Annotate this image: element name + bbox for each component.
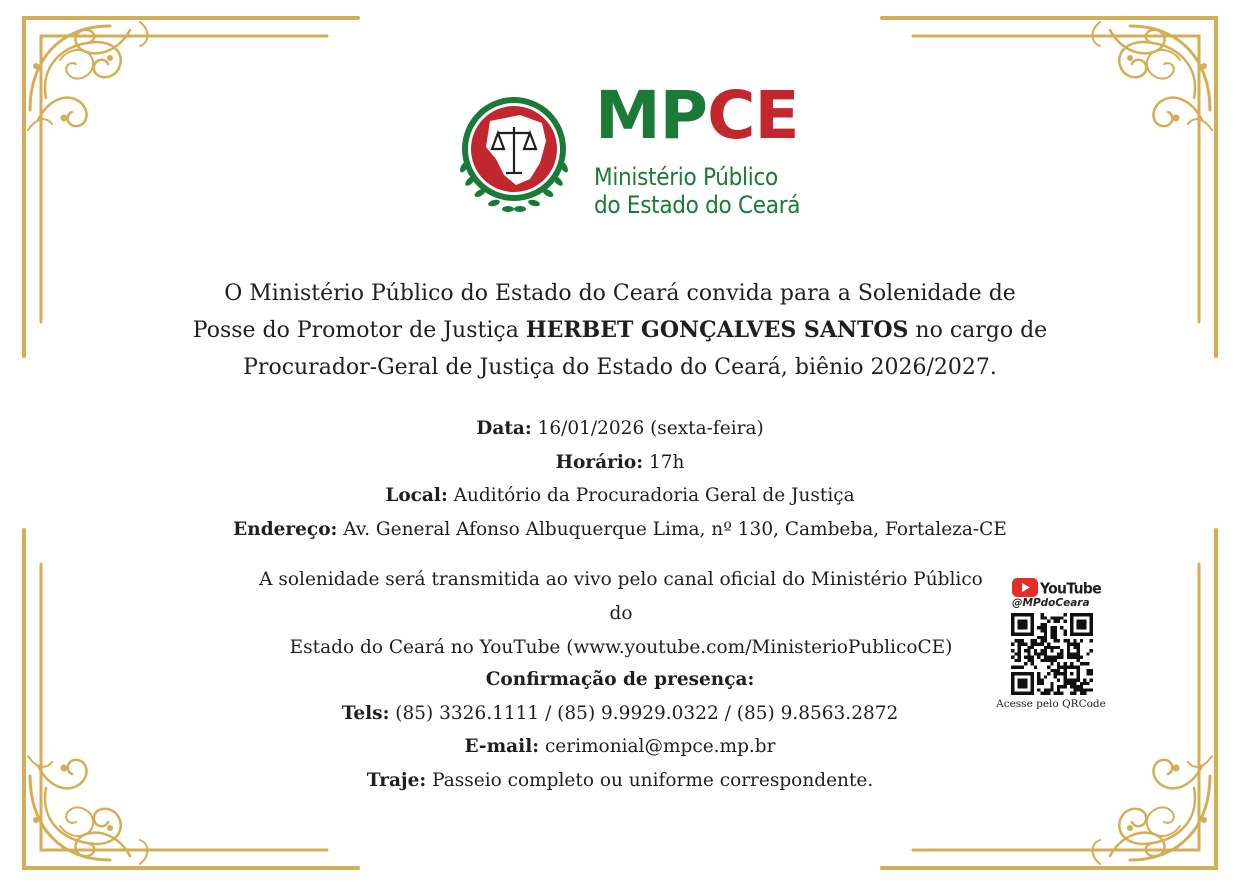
phones-label: Tels: [341,702,390,724]
address-label: Endereço: [233,518,338,540]
youtube-handle: @MPdoCeara [1012,597,1090,609]
email-label: E-mail: [464,736,540,757]
invitation-line-2 [0,312,1240,349]
invitation-line-2-end: no cargo de [908,318,1048,343]
phones-value: (85) 3326.1111 / (85) 9.9929.0322 / (85) 9.8563.2872 [389,702,899,724]
invitation-line-2-start: Posse do Promotor de Justiça [192,318,526,343]
dress-label: Traje: [366,769,427,791]
email-value[interactable]: cerimonial@mpce.mp.br [539,736,776,757]
logo-institution-name [594,163,800,219]
dress-value: Passeio completo ou uniforme correspondente. [426,769,874,791]
place-value: Auditório da Procuradoria Geral de Justiça [447,485,855,506]
rsvp-phones [0,697,1240,731]
stream-line-2: Estado do Ceará no YouTube (www.youtube.com/MinisterioPublicoCE) [289,637,953,658]
logo-acronym [595,77,799,154]
invitation-line-1: O Ministério Público do Estado do Ceará convida para a Solenidade de [224,281,1016,306]
rsvp-dress-code [0,764,1240,798]
time-value: 17h [643,451,685,473]
logo-mp: MP [595,77,708,154]
rsvp-title [0,663,1240,697]
youtube-wordmark: YouTube [1040,579,1102,598]
logo-ce: CE [707,77,799,154]
mpce-logo [450,77,801,221]
honoree-name: HERBET GONÇALVES SANTOS [525,317,909,343]
date-value: 16/01/2026 (sexta-feira) [531,418,764,439]
place-label: Local: [385,485,448,506]
qr-caption: Acesse pelo QRCode [996,698,1106,710]
date-label: Data: [476,418,532,439]
time-label: Horário: [555,451,644,473]
address-value: Av. General Afonso Albuquerque Lima, nº 130, Cambeba, Fortaleza-CE [337,518,1007,540]
logo-line-1: Ministério Público [594,163,778,191]
event-address [0,513,1240,547]
rsvp-email [0,730,1240,764]
rsvp-title-text: Confirmação de presença: [485,669,755,690]
event-place [0,479,1240,513]
invitation-line-3: Procurador-Geral de Justiça do Estado do Ceará, biênio 2026/2027. [243,355,997,380]
event-date [0,412,1240,446]
scales-of-justice-emblem-icon [450,97,578,221]
stream-notice [256,563,986,665]
event-time [0,446,1240,480]
rsvp-block [0,663,1240,797]
youtube-logo-icon [1012,577,1102,599]
invitation-text [0,275,1240,386]
event-details [0,412,1240,546]
logo-line-2: do Estado do Ceará [594,191,801,219]
stream-line-1: A solenidade será transmitida ao vivo pelo canal oficial do Ministério Público do [259,569,983,624]
